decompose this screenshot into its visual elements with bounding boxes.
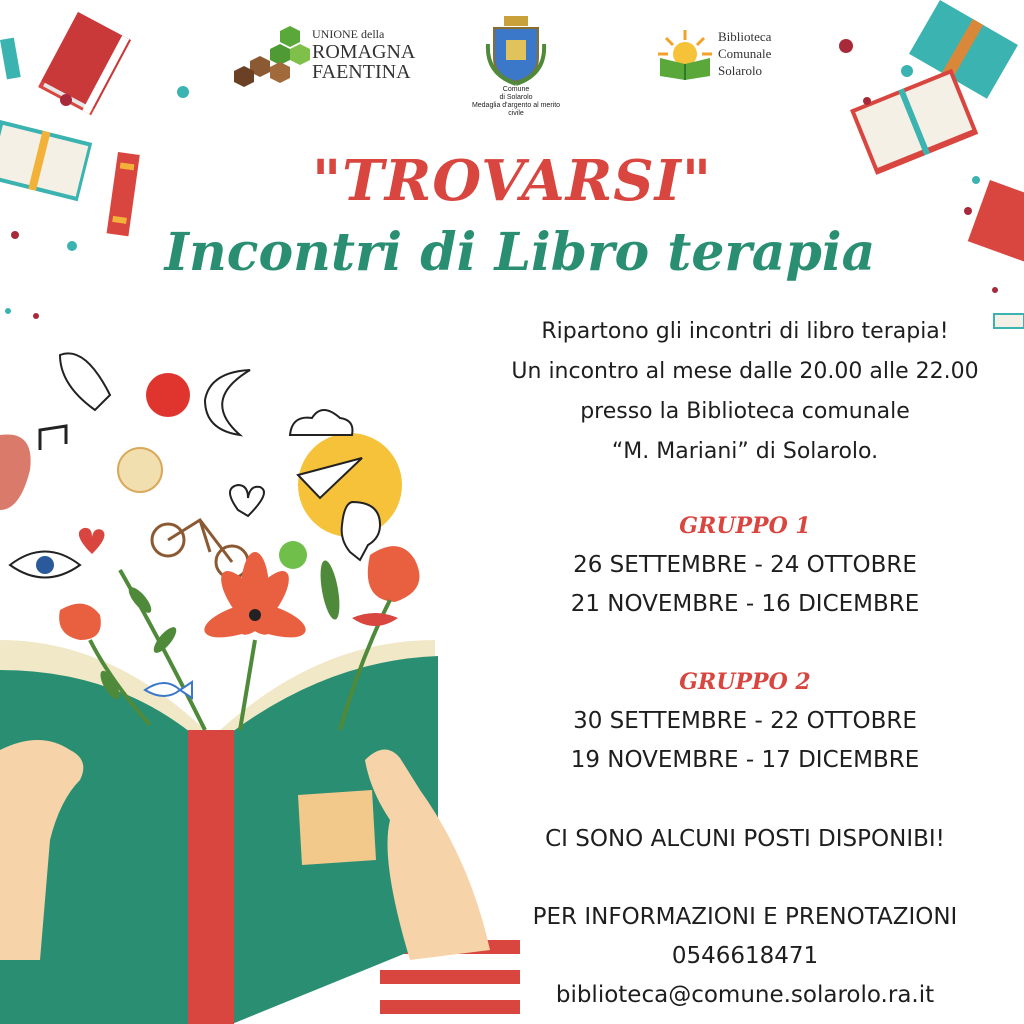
lips-icon: [352, 613, 398, 626]
contact-phone[interactable]: 0546618471: [671, 943, 819, 969]
book-label: [298, 790, 376, 865]
logo-line: FAENTINA: [312, 61, 411, 83]
logo-line: Medaglia d'argento al merito civile: [471, 102, 561, 117]
sun-book-icon: [656, 26, 714, 80]
group-dates: 30 SETTEMBRE - 22 OTTOBRE: [573, 708, 917, 734]
cloud-icon: [290, 410, 353, 435]
availability-notice: CI SONO ALCUNI POSTI DISPONIBI!: [545, 826, 945, 852]
logo-line: Comune: [502, 86, 530, 93]
group-label: GRUPPO 1: [679, 513, 811, 539]
flower-icon: [368, 546, 420, 602]
logo-comune-solarolo: [466, 14, 566, 117]
music-note-icon: [40, 426, 66, 450]
logo-line: Solarolo: [718, 63, 763, 78]
smiley-icon: [279, 541, 307, 569]
intro-line: Ripartono gli incontri di libro terapia!: [541, 319, 949, 344]
butterfly-icon: [0, 434, 31, 510]
logo-biblioteca-comunale: [656, 26, 796, 86]
book-spine: [188, 730, 234, 1024]
heart-icon: [79, 528, 105, 554]
book-icon: [0, 38, 21, 80]
intro-line: “M. Mariani” di Solarolo.: [611, 439, 879, 464]
lightbulb-icon: [342, 502, 380, 560]
logo-line: ROMAGNA: [312, 41, 416, 63]
contact-block: [470, 898, 1020, 1015]
moon-icon: [205, 370, 250, 435]
coat-of-arms-icon: [484, 14, 548, 86]
flower-icon: [59, 604, 101, 640]
group-dates: 19 NOVEMBRE - 17 DICEMBRE: [570, 747, 920, 773]
contact-email[interactable]: biblioteca@comune.solarolo.ra.it: [555, 982, 935, 1008]
book-illustration: [0, 340, 520, 1024]
logo-unione-romagna-faentina: [232, 22, 422, 92]
book-icon: [38, 12, 131, 115]
group-dates: 21 NOVEMBRE - 16 DICEMBRE: [570, 591, 920, 617]
logo-line: Biblioteca: [718, 29, 772, 44]
intro-line: presso la Biblioteca comunale: [580, 399, 910, 424]
page-title: "TROVARSI": [311, 148, 713, 214]
intro-line: Un incontro al mese dalle 20.00 alle 22.00: [511, 359, 979, 384]
apple-icon: [146, 373, 190, 417]
intro-block: [470, 312, 1020, 472]
group-1: [470, 506, 1020, 624]
group-2: [470, 662, 1020, 780]
hexagon-logo-icon: [232, 22, 312, 92]
contact-heading: PER INFORMAZIONI E PRENOTAZIONI: [532, 904, 958, 930]
heart-icon: [230, 485, 264, 516]
rocket-icon: [60, 353, 110, 410]
group-dates: 26 SETTEMBRE - 24 OTTOBRE: [573, 552, 917, 578]
logo-line: Comunale: [718, 46, 772, 61]
group-label: GRUPPO 2: [679, 669, 811, 695]
bicycle-icon: [152, 520, 248, 578]
logo-line: di Solarolo: [499, 94, 533, 101]
page-subtitle: Incontri di Libro terapia: [164, 222, 876, 283]
logo-line: UNIONE della: [312, 27, 385, 41]
brain-icon: [118, 448, 162, 492]
